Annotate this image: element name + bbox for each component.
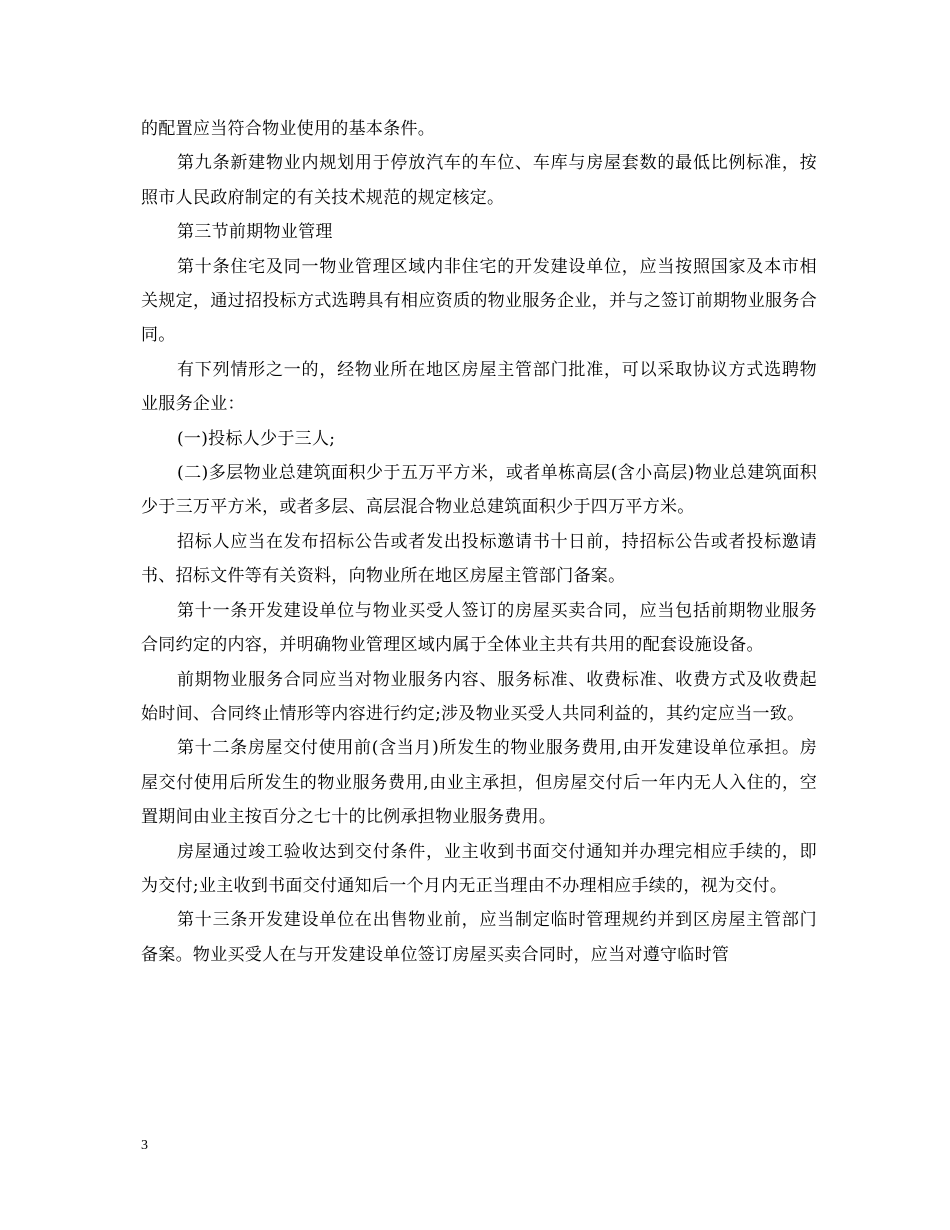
paragraph: 前期物业服务合同应当对物业服务内容、服务标准、收费标准、收费方式及收费起始时间、合同终止情形等内容进行约定;涉及物业买受人共同利益的，其约定应当一致。 bbox=[141, 669, 817, 724]
document-body bbox=[141, 112, 817, 972]
paragraph: 的配置应当符合物业使用的基本条件。 bbox=[141, 119, 436, 139]
paragraph: 房屋通过竣工验收达到交付条件，业主收到书面交付通知并办理完相应手续的，即为交付;业主收到书面交付通知后一个月内无正当理由不办理相应手续的，视为交付。 bbox=[141, 841, 817, 896]
paragraph: 第九条新建物业内规划用于停放汽车的车位、车库与房屋套数的最低比例标准，按照市人民政府制定的有关技术规范的规定核定。 bbox=[141, 153, 817, 208]
paragraph: 第十三条开发建设单位在出售物业前，应当制定临时管理规约并到区房屋主管部门备案。物业买受人在与开发建设单位签订房屋买卖合同时，应当对遵守临时管 bbox=[141, 910, 817, 965]
page-number: 3 bbox=[141, 1138, 148, 1153]
paragraph: 第十二条房屋交付使用前(含当月)所发生的物业服务费用,由开发建设单位承担。房屋交付使用后所发生的物业服务费用,由业主承担，但房屋交付后一年内无人入住的，空置期间由业主按百分之七十的比例承担物业服务费用。 bbox=[141, 738, 817, 828]
paragraph: (二)多层物业总建筑面积少于五万平方米，或者单栋高层(含小高层)物业总建筑面积少于三万平方米，或者多层、高层混合物业总建筑面积少于四万平方米。 bbox=[141, 463, 817, 518]
paragraph: 招标人应当在发布招标公告或者发出投标邀请书十日前，持招标公告或者投标邀请书、招标文件等有关资料，向物业所在地区房屋主管部门备案。 bbox=[141, 531, 817, 587]
paragraph: 有下列情形之一的，经物业所在地区房屋主管部门批准，可以采取协议方式选聘物业服务企业： bbox=[141, 359, 817, 415]
paragraph: 第十一条开发建设单位与物业买受人签订的房屋买卖合同，应当包括前期物业服务合同约定的内容，并明确物业管理区域内属于全体业主共有共用的配套设施设备。 bbox=[141, 600, 817, 656]
paragraph: (一)投标人少于三人; bbox=[177, 428, 336, 449]
paragraph: 第三节前期物业管理 bbox=[177, 222, 333, 243]
paragraph: 第十条住宅及同一物业管理区域内非住宅的开发建设单位，应当按照国家及本市相关规定，通过招投标方式选聘具有相应资质的物业服务企业，并与之签订前期物业服务合同。 bbox=[141, 256, 817, 346]
